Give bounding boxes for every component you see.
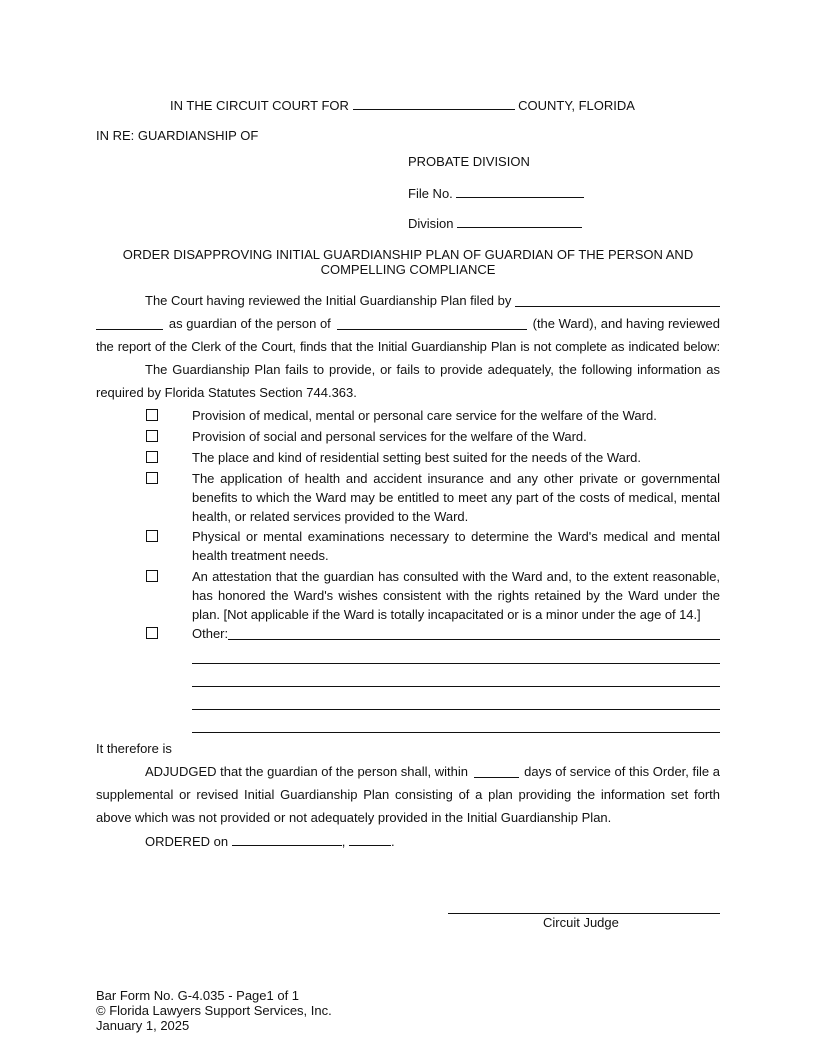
order-year-blank[interactable]	[349, 833, 391, 846]
footer-copyright: © Florida Lawyers Support Services, Inc.	[96, 1003, 332, 1018]
in-re-heading: IN RE: GUARDIANSHIP OF	[96, 128, 259, 143]
checkbox-insurance-benefits[interactable]	[146, 472, 158, 484]
order-title-line-1: ORDER DISAPPROVING INITIAL GUARDIANSHIP PLAN OF GUARDIAN OF THE PERSON AND	[122, 247, 694, 262]
division-row	[408, 215, 582, 232]
adjudged-line-1	[145, 764, 720, 780]
checkbox-social-services[interactable]	[146, 430, 158, 442]
file-number-label: File No.	[408, 186, 453, 201]
footer-date: January 1, 2025	[96, 1018, 190, 1033]
intro-line-1-text: The Court having reviewed the Initial Guardianship Plan filed by	[145, 293, 512, 308]
checkbox-attestation[interactable]	[146, 570, 158, 582]
court-caption-prefix: IN THE CIRCUIT COURT FOR	[170, 98, 349, 113]
division-blank[interactable]	[457, 215, 582, 228]
other-blank-2[interactable]	[192, 663, 720, 664]
checklist-item-insurance-benefits: The application of health and accident insurance and any other private or governmental benefits to which the Ward may be entitled to meet any part of the costs of medical, mental health, or related services provided to the Ward.	[192, 471, 720, 524]
fails-line-1: The Guardianship Plan fails to provide, or fails to provide adequately, the following information as	[145, 362, 720, 377]
order-title-line-2: COMPELLING COMPLIANCE	[320, 262, 496, 277]
court-caption-suffix: COUNTY, FLORIDA	[518, 98, 635, 113]
checklist-item-residential-setting: The place and kind of residential setting best suited for the needs of the Ward.	[192, 450, 642, 465]
other-blank-3[interactable]	[192, 686, 720, 687]
checkbox-other[interactable]	[146, 627, 158, 639]
checkbox-residential-setting[interactable]	[146, 451, 158, 463]
intro-line-3: the report of the Clerk of the Court, finds that the Initial Guardianship Plan is not complete as indicated below:	[96, 339, 720, 354]
other-blank-1[interactable]	[228, 626, 720, 640]
therefore-text: It therefore is	[96, 741, 172, 756]
checklist-item-medical-care: Provision of medical, mental or personal care service for the welfare of the Ward.	[192, 408, 657, 423]
other-blank-4[interactable]	[192, 709, 720, 710]
ordered-on-period: .	[390, 834, 395, 849]
checkbox-examinations[interactable]	[146, 530, 158, 542]
intro-line-1	[145, 293, 720, 309]
footer-form-number: Bar Form No. G-4.035 - Page1 of 1	[96, 988, 300, 1003]
ordered-on-comma: ,	[341, 834, 346, 849]
adjudged-text-a: ADJUDGED that the guardian of the person shall, within	[145, 764, 469, 779]
court-caption	[170, 97, 635, 114]
circuit-judge-label: Circuit Judge	[543, 915, 619, 930]
days-blank[interactable]	[474, 764, 519, 778]
checklist-item-social-services: Provision of social and personal services for the welfare of the Ward.	[192, 429, 587, 444]
intro-line-2-guardian-text: as guardian of the person of	[168, 316, 331, 331]
checklist-item-examinations: Physical or mental examinations necessary to determine the Ward's medical and mental health treatment needs.	[192, 529, 720, 563]
other-row	[192, 626, 720, 642]
ward-name-blank[interactable]	[337, 316, 527, 330]
judge-signature-line[interactable]	[448, 913, 720, 914]
intro-line-2-ward-text: (the Ward), and having reviewed	[532, 316, 720, 331]
adjudged-line-3: above which was not provided or not adequately provided in the Initial Guardianship Plan.	[96, 810, 612, 825]
filed-by-blank[interactable]	[515, 293, 720, 307]
other-label: Other:	[192, 626, 229, 641]
order-date-blank[interactable]	[232, 833, 342, 846]
checklist-item-attestation: An attestation that the guardian has consulted with the Ward and, to the extent reasonable, has honored the Ward's wishes consistent with the rights retained by the Ward under the plan. [Not applicable if the Ward is totally incapacitated or is a minor under the age of 14.]	[192, 569, 720, 622]
fails-line-2: required by Florida Statutes Section 744.363.	[96, 385, 357, 400]
other-blank-5[interactable]	[192, 732, 720, 733]
probate-division-label: PROBATE DIVISION	[408, 154, 530, 169]
ordered-on-row	[145, 833, 395, 850]
county-blank[interactable]	[353, 97, 515, 110]
file-number-blank[interactable]	[456, 185, 584, 198]
guardian-name-blank[interactable]	[96, 316, 163, 330]
adjudged-line-2: supplemental or revised Initial Guardianship Plan consisting of a plan providing the information set forth	[96, 787, 720, 802]
intro-line-2	[96, 316, 720, 332]
division-label: Division	[408, 216, 454, 231]
ordered-on-label: ORDERED on	[145, 834, 229, 849]
adjudged-text-b: days of service of this Order, file a	[524, 764, 720, 779]
checkbox-medical-care[interactable]	[146, 409, 158, 421]
file-number-row	[408, 185, 584, 202]
